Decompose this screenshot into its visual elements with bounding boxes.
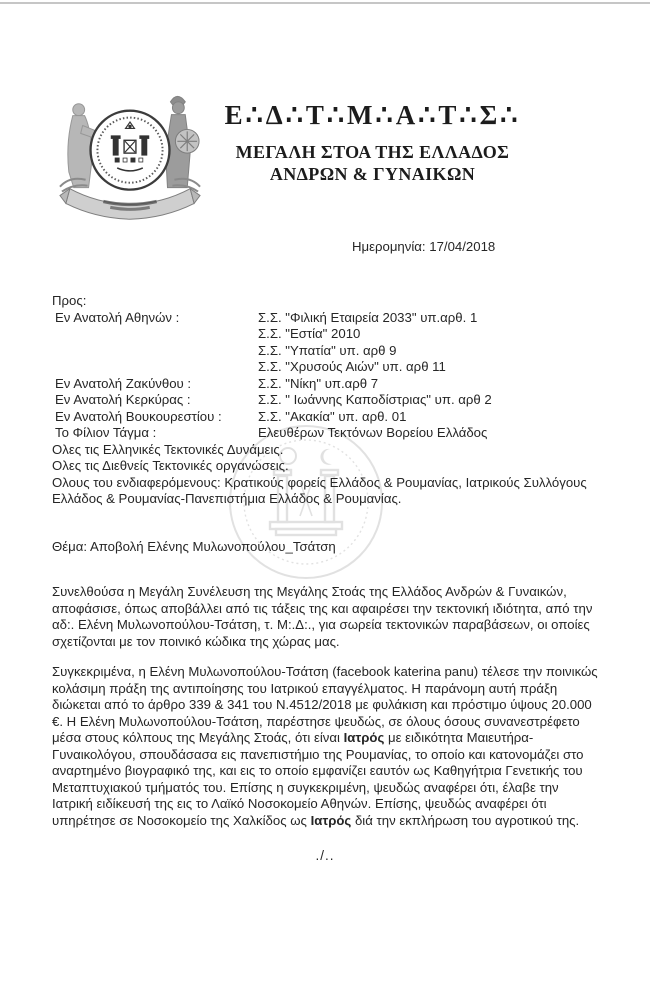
recipient-row xyxy=(52,392,598,409)
recipient-row xyxy=(52,310,598,327)
orient-label: Το Φίλιον Τάγμα : xyxy=(55,425,157,440)
grand-lodge-emblem-icon xyxy=(56,92,204,232)
lodge-name: Ελευθέρων Τεκτόνων Βορείου Ελλάδος xyxy=(258,425,488,440)
orient-label xyxy=(52,326,258,343)
orient-label: Εν Ανατολή Κερκύρας : xyxy=(55,392,191,407)
recipient-row xyxy=(52,359,598,376)
masthead xyxy=(200,100,545,186)
orient-label: Εν Ανατολή Ζακύνθου : xyxy=(55,375,192,391)
recipients-label: Προς: xyxy=(52,293,87,308)
highlighted-term: Ιατρός xyxy=(310,812,352,828)
orient-label: Εν Ανατολή Βουκουρεστίου : xyxy=(55,408,222,424)
body-paragraph-1: Συνελθούσα η Μεγάλη Συνέλευση της Μεγάλης Στοάς της Ελλάδος Ανδρών & Γυναικών, αποφάσισε, όπως αποβάλλει από τις τάξεις της και αφαιρέσει την τεκτονική ιδιότητα, από την αδ:. Ελένη Μυλωνοπούλου-Τσάτση, τ. Μ:.Δ:., για σωρεία τεκτονικών παραβάσεων, οι οποίες σχετίζονται με τον ποινικό κώδικα της χώρας μας. xyxy=(52,584,593,649)
distribution-line: Ολους του ενδιαφερόμενους: Κρατικούς φορείς Ελλάδος & Ρουμανίας, Ιατρικούς Συλλόγους Ελλάδος & Ρουμανίας-Πανεπιστήμια Ελλάδος & Ρουμανίας. xyxy=(52,474,587,506)
scan-edge-line xyxy=(0,2,650,4)
lodge-name: Σ.Σ. "Ακακία" υπ. αρθ. 01 xyxy=(258,408,407,424)
closing-mark: ./.. xyxy=(315,848,335,863)
lodge-name: Σ.Σ. "Χρυσούς Αιών" υπ. αρθ 11 xyxy=(258,359,446,374)
body-paragraph-2 xyxy=(52,664,598,829)
distribution-line: Ολες τις Διεθνείς Τεκτονικές οργανώσεις. xyxy=(52,458,289,473)
highlighted-term: Ιατρός xyxy=(343,730,385,745)
lodge-name: Σ.Σ. "Εστία" 2010 xyxy=(258,326,361,341)
recipient-row xyxy=(52,376,598,393)
letter-body xyxy=(52,293,598,865)
recipient-row xyxy=(52,326,598,343)
lodge-name: Σ.Σ. " Ιωάννης Καποδίστριας" υπ. αρθ 2 xyxy=(258,392,492,407)
lodge-name: Σ.Σ. "Υπατία" υπ. αρθ 9 xyxy=(258,342,397,358)
date-line: Ημερομηνία: 17/04/2018 xyxy=(352,239,496,254)
recipient-row xyxy=(52,343,598,360)
distribution-list xyxy=(52,442,598,508)
orient-label xyxy=(52,359,258,376)
recipient-row xyxy=(52,409,598,426)
lodge-name: Σ.Σ. "Φιλική Εταιρεία 2033" υπ.αρθ. 1 xyxy=(258,309,478,325)
org-title-line2: ΑΝΔΡΩΝ & ΓΥΝΑΙΚΩΝ xyxy=(269,163,476,184)
text-run: Συγκεκριμένα, η Ελένη Μυλωνοπούλου-Τσάτση (facebook katerina panu) τέλεσε την ποινικώς κολάσιμη πράξη της αντιποίησης του Ιατρικού επαγγέλματος. Η παράνομη αυτή πράξη διώκεται από το άρθρο 339 & 341 του Ν.4512/2018 με φυλάκιση και πρόστιμο ύψους 20.000 €. Η Ελένη Μυλωνοπούλου-Τσάτση, παρέστησε ψευδώς, σε όλους όσους συνανεστρέφετο μέσα στους κόλπους της Μεγάλης Στοάς, ότι είναι xyxy=(52,664,598,745)
distribution-line: Ολες τις Ελληνικές Τεκτονικές Δυνάμεις. xyxy=(52,441,284,457)
recipients-table xyxy=(52,310,598,442)
lodge-name: Σ.Σ. "Νίκη" υπ.αρθ 7 xyxy=(258,375,379,391)
recipient-row xyxy=(52,425,598,442)
masonic-acronym: Ε∴Δ∴Τ∴Μ∴Α∴Τ∴Σ∴ xyxy=(224,100,521,130)
text-run: διά την εκπλήρωση του αγροτικού της. xyxy=(351,812,580,828)
text-run: με ειδικότητα Μαιευτήρα-Γυναικολόγου, σπουδάσασα εις πανεπιστήμιο της Ρουμανίας, το οποίο και κατονομάζει στο αναρτημένο βιογραφικό της, και εις το οποίο εμφανίζει εαυτόν ως Καθηγήτρια Γενετικής του Μεταπτυχιακού τμήματός του. Επίσης η συγκεκριμένη, ψευδώς αναφέρει ότι, έλαβε την Ιατρική ειδίκευσή της εις το Λαϊκό Νοσοκομείο Αθηνών. Επίσης, ψευδώς αναφέρει ότι υπηρέτησε σε Νοσοκομείο της Χαλκίδος ως xyxy=(52,730,584,828)
subject-line: Θέμα: Αποβολή Ελένης Μυλωνοπούλου_Τσάτση xyxy=(52,538,336,554)
orient-label xyxy=(52,343,258,360)
orient-label: Εν Ανατολή Αθηνών : xyxy=(55,309,180,325)
org-title-line1: ΜΕΓΑΛΗ ΣΤΟΑ ΤΗΣ ΕΛΛΑΔΟΣ xyxy=(235,142,510,162)
